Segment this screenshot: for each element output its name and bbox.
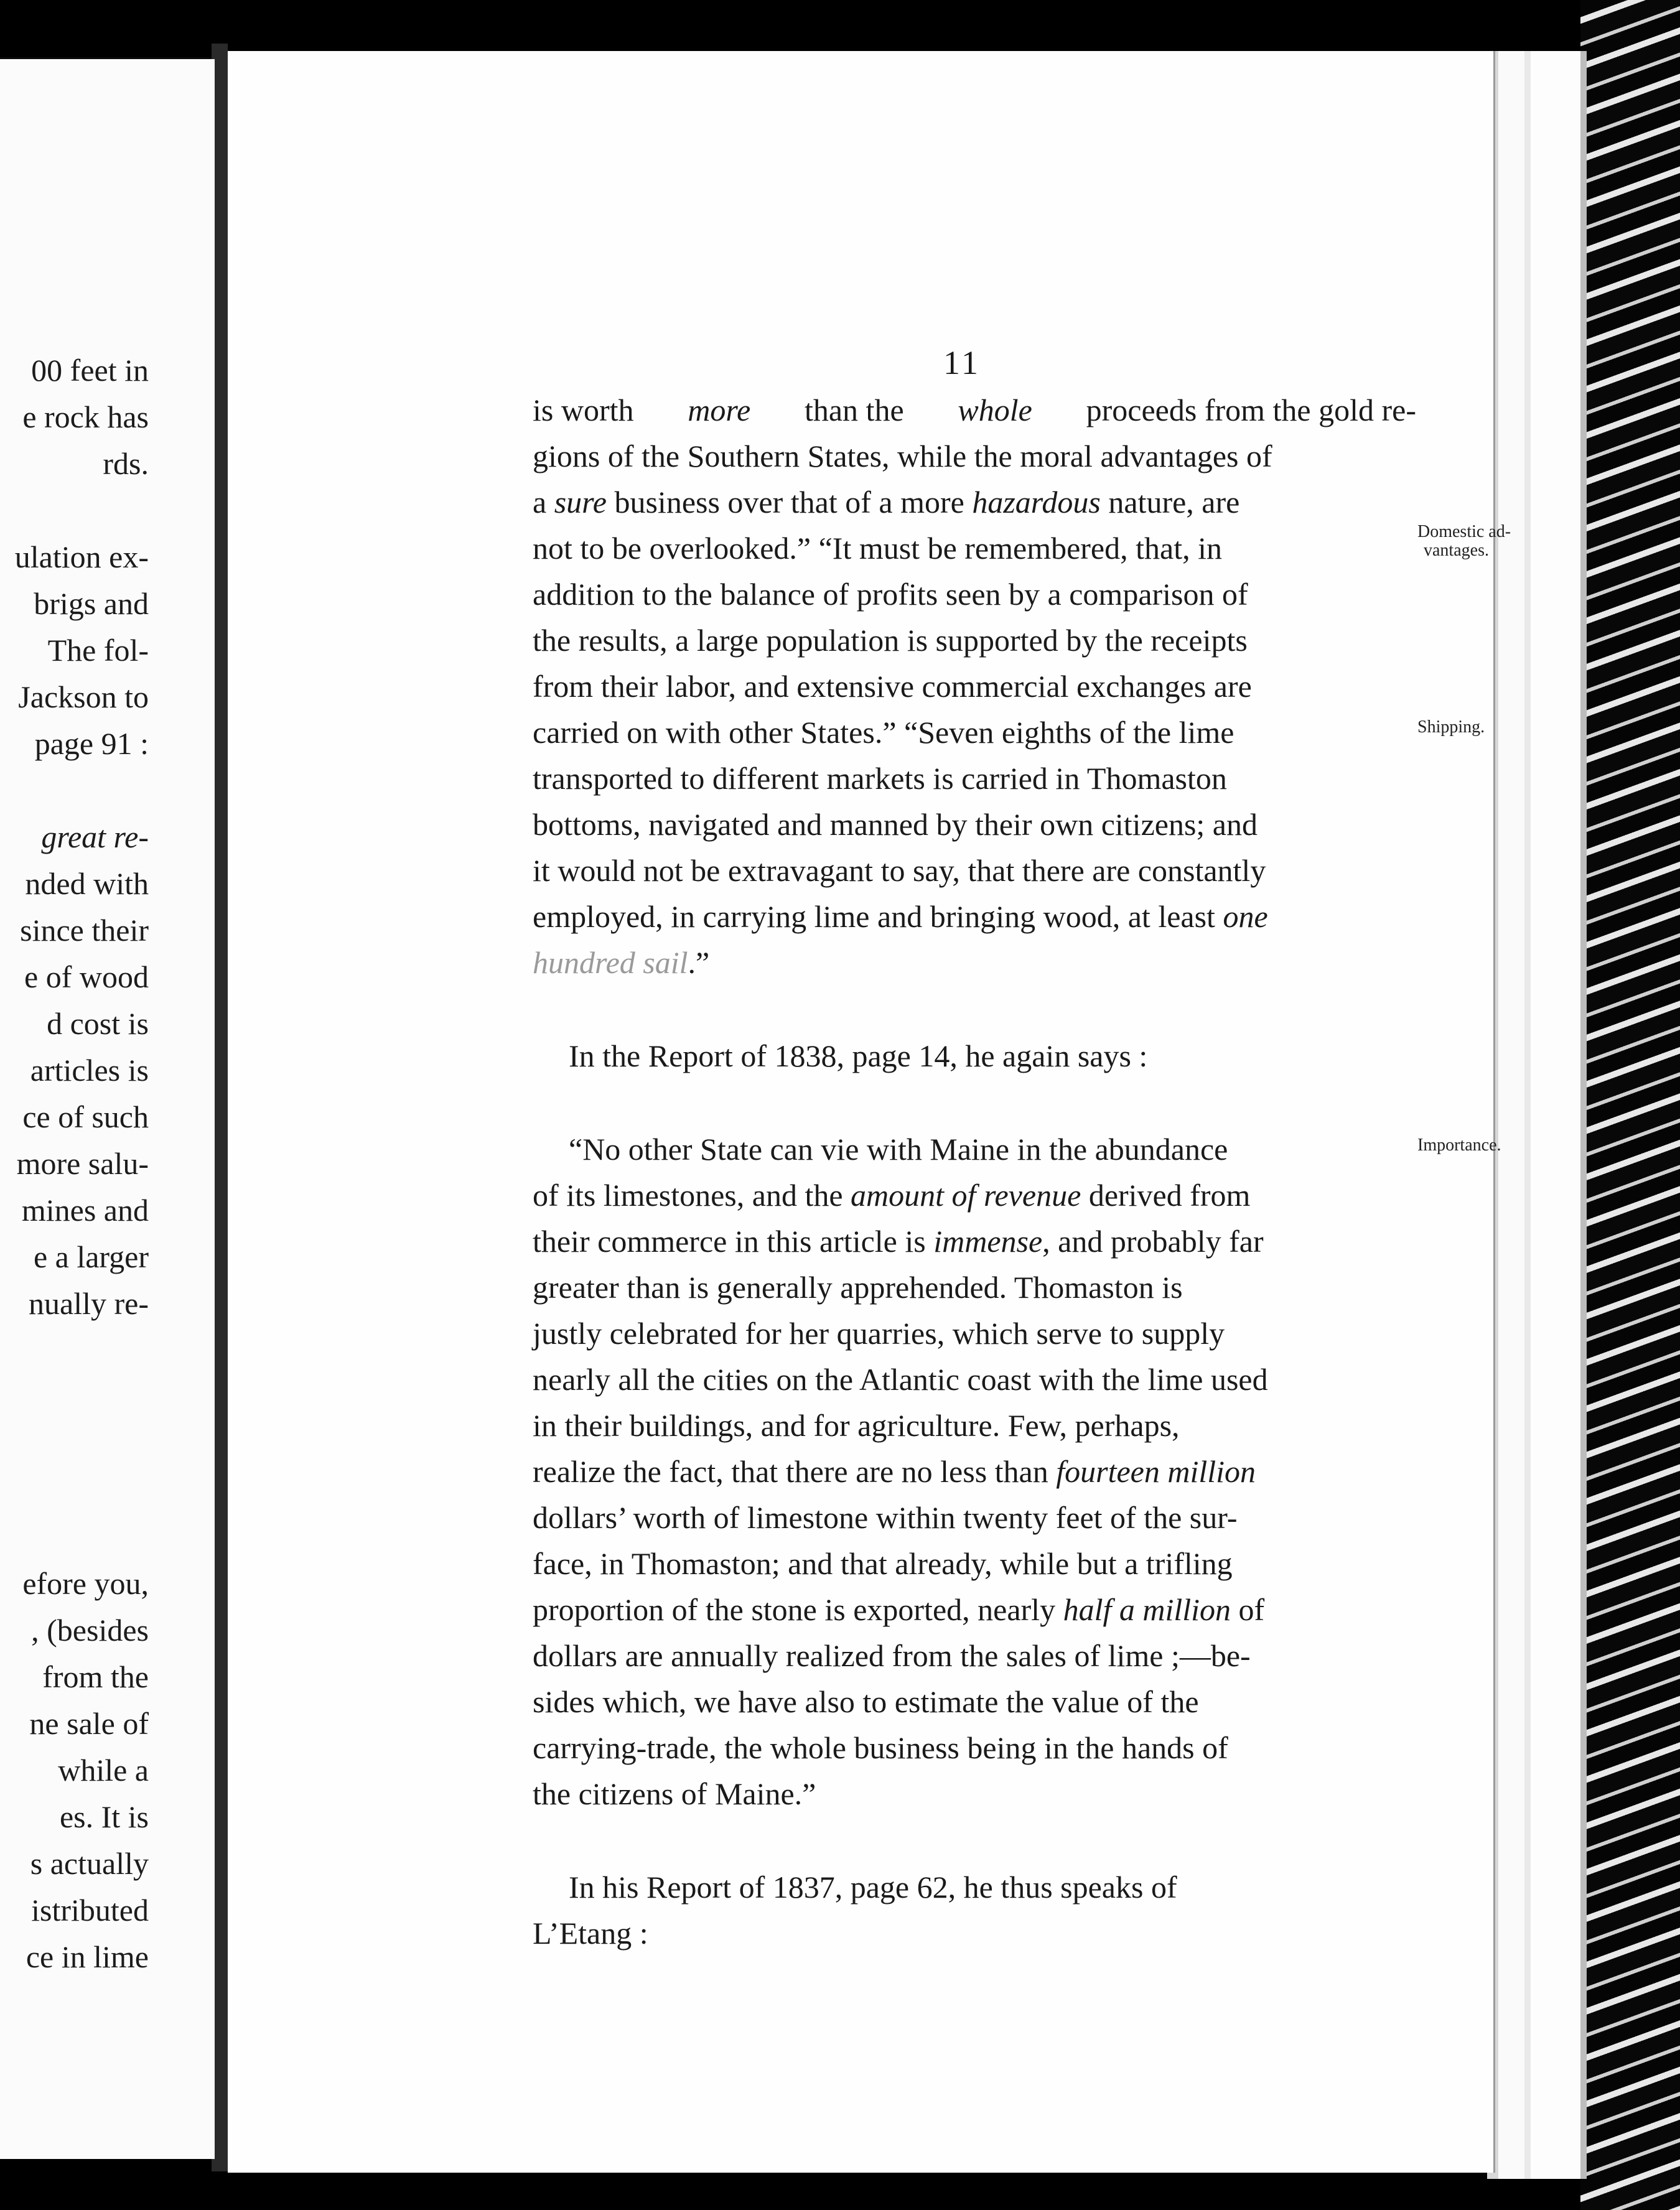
report-1838-intro: In the Report of 1838, page 14, he again says :: [569, 1038, 1148, 1073]
side-note-shipping: Shipping.: [1417, 717, 1485, 737]
text-line: dollars’ worth of limestone within twenty feet of the sur-: [533, 1500, 1238, 1535]
italic-run: one: [1223, 899, 1268, 934]
fragment-line: articles is: [30, 1053, 149, 1088]
text-run: derived from: [1081, 1178, 1251, 1213]
report-1837-intro: In his Report of 1837, page 62, he thus speaks of: [569, 1870, 1177, 1905]
text-line: the results, a large population is supported by the receipts: [533, 623, 1248, 658]
fragment-line: e a larger: [33, 1239, 149, 1274]
italic-run: hazardous: [972, 485, 1101, 520]
text-run: a: [533, 485, 554, 520]
fragment-line: great re-: [41, 819, 149, 854]
fragment-line: since their: [20, 913, 149, 948]
scan-border-top: [0, 0, 1680, 57]
fragment-line: page 91 :: [34, 726, 149, 761]
text-line: dollars are annually realized from the sales of lime ;—be-: [533, 1638, 1251, 1673]
text-run: of: [1231, 1592, 1265, 1627]
text-line: [533, 1587, 1416, 1633]
side-note-domestic: [1417, 523, 1511, 560]
text-line: face, in Thomaston; and that already, while but a trifling: [533, 1546, 1233, 1581]
fragment-line: nually re-: [29, 1286, 149, 1321]
text-run: of its limestones, and the: [533, 1178, 851, 1213]
text-line: carried on with other States.” “Seven eighths of the lime: [533, 715, 1234, 750]
fragment-line: 00 feet in: [31, 353, 149, 388]
fragment-line: mines and: [21, 1193, 149, 1228]
text-line: addition to the balance of profits seen by a comparison of: [533, 577, 1248, 612]
text-line: [533, 387, 1416, 433]
fragment-line: e of wood: [24, 959, 149, 994]
fragment-line: The fol-: [47, 633, 149, 668]
fragment-line: while a: [58, 1753, 149, 1788]
fragment-line: rds.: [103, 446, 149, 481]
italic-run: amount of revenue: [851, 1178, 1081, 1213]
italic-run: hundred sail: [533, 945, 688, 980]
text-line: carrying-trade, the whole business being in the hands of: [533, 1730, 1228, 1765]
italic-run: immense: [933, 1224, 1043, 1259]
fragment-line: brigs and: [34, 586, 149, 621]
text-line: [533, 1172, 1416, 1218]
text-line: it would not be extravagant to say, that there are constantly: [533, 853, 1266, 888]
fragment-line: efore you,: [22, 1566, 149, 1601]
italic-run: fourteen million: [1056, 1454, 1256, 1489]
text-run: than the: [804, 393, 904, 427]
text-run: nature, are: [1100, 485, 1240, 520]
page-body: [228, 51, 1435, 2166]
text-line: in their buildings, and for agriculture. Few, perhaps,: [533, 1408, 1180, 1443]
text-run: proportion of the stone is exported, nearly: [533, 1592, 1063, 1627]
text-line: transported to different markets is carried in Thomaston: [533, 761, 1227, 796]
side-note-line: vantages.: [1424, 541, 1489, 560]
text-run: their commerce in this article is: [533, 1224, 934, 1259]
text-line: L’Etang :: [533, 1916, 648, 1951]
fragment-line: ce in lime: [26, 1939, 149, 1974]
marbled-cover-edge: [1580, 0, 1680, 2210]
italic-run: more: [688, 393, 751, 427]
italic-run: sure: [554, 485, 607, 520]
text-line: bottoms, navigated and manned by their own citizens; and: [533, 807, 1258, 842]
fragment-line: ulation ex-: [14, 539, 149, 574]
fragment-line: s actually: [30, 1846, 149, 1881]
book-page: [228, 51, 1511, 2173]
text-line: [533, 1218, 1416, 1264]
side-note-importance: Importance.: [1417, 1135, 1501, 1155]
text-run: proceeds from the gold re-: [1086, 393, 1416, 427]
text-line: justly celebrated for her quarries, which serve to supply: [533, 1316, 1225, 1351]
text-run: .”: [688, 945, 710, 980]
text-line: from their labor, and extensive commercial exchanges are: [533, 669, 1252, 704]
text-line: [533, 1448, 1416, 1494]
text-line: [533, 893, 1416, 939]
previous-page-fragment: [0, 59, 215, 2159]
fragment-line: ne sale of: [29, 1706, 149, 1741]
page-number: 11: [943, 344, 981, 381]
page-stack-edge: [1487, 51, 1587, 2179]
italic-run: half a million: [1063, 1592, 1231, 1627]
text-line: the citizens of Maine.”: [533, 1776, 816, 1811]
text-line: nearly all the cities on the Atlantic coast with the lime used: [533, 1362, 1268, 1397]
text-run: is worth: [533, 393, 634, 427]
text-line: sides which, we have also to estimate the value of the: [533, 1684, 1199, 1719]
text-run: realize the fact, that there are no less than: [533, 1454, 1057, 1489]
fragment-line: es. It is: [59, 1799, 149, 1834]
fragment-line: , (besides: [31, 1613, 149, 1648]
fragment-line: nded with: [25, 866, 149, 901]
text-run: , and probably far: [1042, 1224, 1264, 1259]
text-line: “No other State can vie with Maine in the abundance: [569, 1132, 1228, 1167]
side-note-line: Domestic ad-: [1417, 522, 1511, 541]
text-line: not to be overlooked.” “It must be remembered, that, in: [533, 531, 1222, 566]
fragment-line: istributed: [31, 1893, 149, 1928]
fragment-line: Jackson to: [18, 679, 149, 714]
text-line: [533, 479, 1416, 525]
fragment-line: from the: [42, 1659, 149, 1694]
fragment-line: more salu-: [16, 1146, 149, 1181]
text-line: gions of the Southern States, while the moral advantages of: [533, 439, 1272, 473]
text-line: greater than is generally apprehended. Thomaston is: [533, 1270, 1183, 1305]
fragment-line: d cost is: [47, 1006, 149, 1041]
italic-run: whole: [958, 393, 1032, 427]
fragment-line: ce of such: [22, 1099, 149, 1134]
fragment-line: e rock has: [22, 399, 149, 434]
text-run: business over that of a more: [606, 485, 973, 520]
text-run: employed, in carrying lime and bringing wood, at least: [533, 899, 1223, 934]
text-line: [533, 939, 1416, 986]
